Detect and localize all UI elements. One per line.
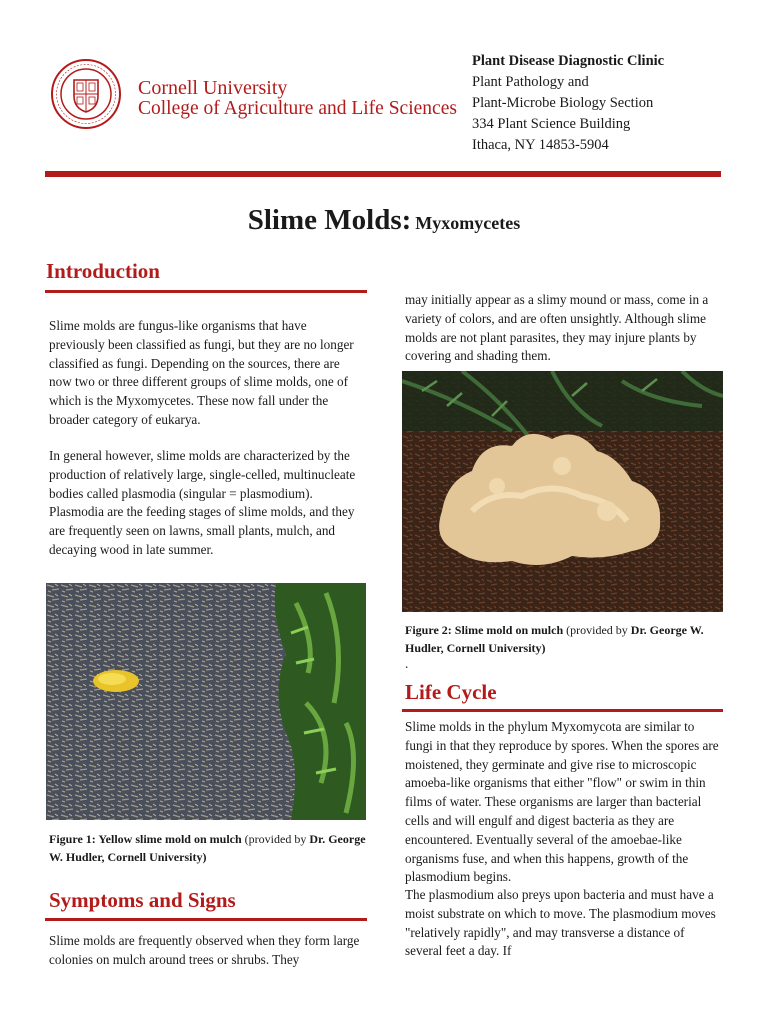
figure-2-label: Figure 2: Slime mold on mulch [405, 623, 564, 637]
life-cycle-rule [402, 709, 723, 712]
life-cycle-heading: Life Cycle [405, 680, 497, 704]
figure-1-caption [49, 831, 367, 866]
college-name: College of Agriculture and Life Sciences [138, 98, 457, 119]
title-main: Slime Molds: [247, 204, 412, 236]
figure-1-credit: Dr. George W. Hudler, Cornell University) [49, 832, 366, 864]
introduction-paragraph-1: Slime molds are fungus-like organisms that have previously been classified as fungi, but they are no longer classified as fungi. Depending on the sources, there are now two or three different groups of slime molds, one of which is the Myxomycetes. These now fall under the broader category of eukarya. [49, 318, 354, 427]
address-line: Plant Pathology and [472, 74, 589, 90]
right-column-continued-text: may initially appear as a slimy mound or mass, come in a variety of colors, and are often unsightly. Although slime molds are not plant parasites, they may injure plants by covering and shading them. [405, 292, 709, 364]
address-line: 334 Plant Science Building [472, 116, 631, 132]
figure-1-provided: (provided by [244, 832, 307, 846]
address-line: Ithaca, NY 14853-5904 [472, 137, 609, 153]
cornell-seal-logo [50, 58, 122, 130]
clinic-name: Plant Disease Diagnostic Clinic [472, 53, 665, 69]
figure-2-photo [402, 371, 723, 612]
page-title [0, 204, 768, 237]
figure-2-provided: (provided by [566, 623, 628, 637]
figure-1-label: Figure 1: Yellow slime mold on mulch [49, 832, 242, 846]
figure-2-trailing-period: . [405, 656, 409, 671]
header-divider [45, 171, 721, 177]
introduction-rule [45, 290, 367, 293]
symptoms-rule [45, 918, 367, 921]
title-subtitle: Myxomycetes [415, 213, 521, 233]
symptoms-heading: Symptoms and Signs [49, 888, 236, 912]
figure-1-photo [46, 583, 366, 820]
figure-2-credit: Dr. George W. Hudler, Cornell University) [405, 623, 704, 655]
address-line: Plant-Microbe Biology Section [472, 95, 654, 111]
life-cycle-paragraph-1: Slime molds in the phylum Myxomycota are similar to fungi in that they reproduce by spores. When the spores are moistened, they germinate and give rise to microscopic amoeba-like organisms that either "flow" or swim in thin films of water. These organisms are larger than bacterial cells and will engulf and digest bacteria as they are encountered. Eventually several of the amoebae-like organisms fuse, and when this happens, growth of the plasmodium begins. [405, 719, 719, 885]
introduction-heading: Introduction [46, 259, 160, 283]
symptoms-paragraph: Slime molds are frequently observed when they form large colonies on mulch around trees or shrubs. They [49, 933, 360, 967]
life-cycle-paragraph-2: The plasmodium also preys upon bacteria and must have a moist substrate on which to move. The plasmodium moves "relatively rapidly", and may transverse a distance of several feet a day. If [405, 887, 716, 959]
introduction-paragraph-2: In general however, slime molds are characterized by the production of relatively large, single-celled, multinucleate bodies called plasmodia (singular = plasmodium). Plasmodia are the feeding stages of slime molds, and they are frequently seen on lawns, small plants, mulch, and decaying wood in late summer. [49, 448, 356, 557]
figure-2-caption [405, 622, 723, 657]
clinic-address-block [472, 51, 664, 156]
university-name: Cornell University [138, 77, 288, 99]
